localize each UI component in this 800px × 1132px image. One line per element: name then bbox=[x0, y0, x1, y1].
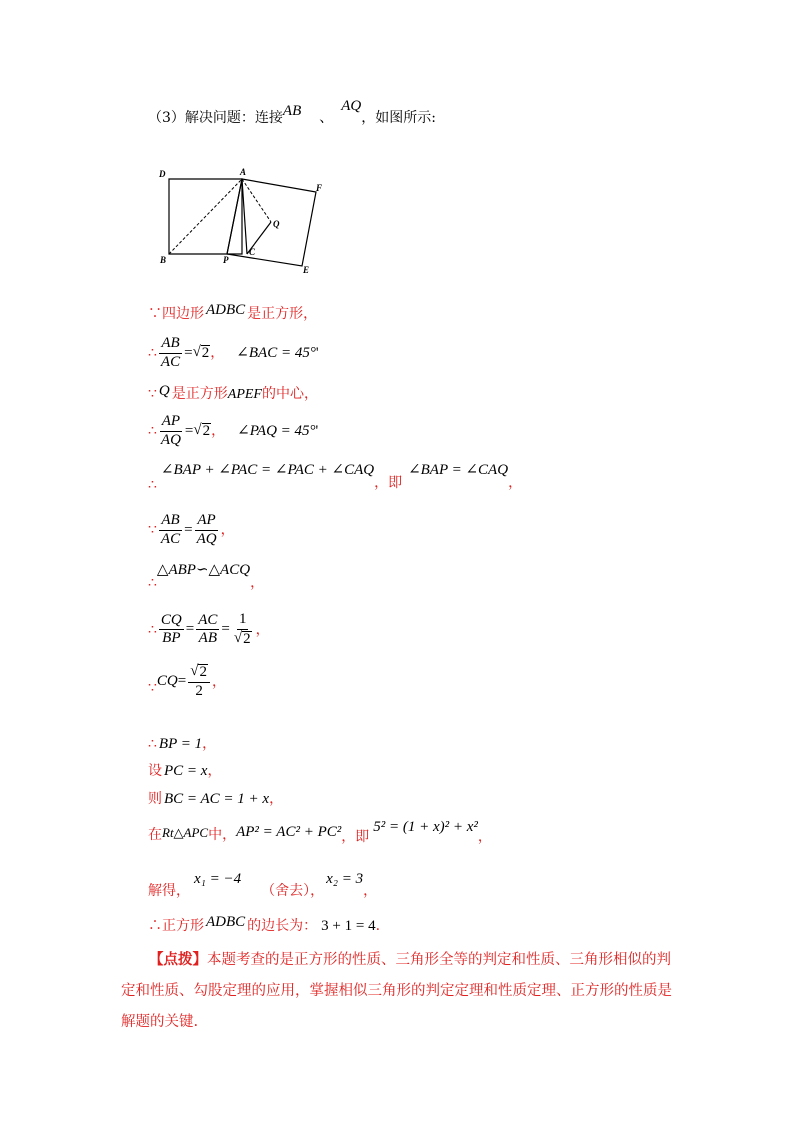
comma: ， bbox=[210, 345, 225, 362]
step-text: 是正方形 bbox=[171, 386, 228, 402]
radicand: 2 bbox=[199, 664, 207, 680]
label-d: D bbox=[159, 169, 166, 179]
comma: ， bbox=[202, 736, 217, 752]
sqrt-2 bbox=[193, 345, 211, 362]
fraction-numerator: CQ bbox=[159, 613, 184, 631]
because-symbol: ∵ bbox=[148, 522, 157, 539]
fraction-numerator: AP bbox=[160, 414, 182, 432]
step-11 bbox=[148, 764, 221, 779]
step-13 bbox=[148, 819, 492, 845]
fraction-ac-ab bbox=[196, 613, 219, 648]
intro-aq: AQ bbox=[341, 98, 362, 114]
angle-equation-result: ∠BAP = ∠CAQ bbox=[408, 462, 509, 478]
label-f: F bbox=[316, 183, 323, 193]
equals-sign: = bbox=[184, 422, 194, 439]
math-rt-triangle: Rt△APC bbox=[162, 825, 209, 840]
comma: ， bbox=[310, 883, 325, 899]
fraction-denominator: 2 bbox=[195, 682, 203, 699]
step-text: 设 bbox=[148, 763, 162, 779]
step-8 bbox=[148, 612, 270, 648]
because-symbol: ∵ bbox=[148, 386, 157, 402]
step-text: 正方形 bbox=[162, 918, 204, 934]
math-bp-equals-1: BP = 1 bbox=[158, 736, 203, 752]
comma: ， bbox=[477, 829, 492, 845]
step-12 bbox=[148, 792, 283, 807]
fraction-ap-aq bbox=[159, 414, 183, 449]
geometry-figure bbox=[150, 160, 335, 280]
comma: ， bbox=[508, 475, 523, 491]
equals-sign: = bbox=[177, 673, 187, 690]
step-5 bbox=[148, 462, 523, 493]
angle-paq: ∠PAQ = 45° bbox=[237, 422, 316, 439]
pythagorean-equation: AP² = AC² + PC² bbox=[236, 824, 342, 840]
step-text: 的边长为： bbox=[247, 918, 318, 934]
fraction-numerator: AB bbox=[159, 513, 181, 531]
fraction-denominator: AQ bbox=[196, 530, 217, 547]
step-7 bbox=[148, 562, 265, 591]
tick-mark: ' bbox=[315, 344, 319, 361]
step-15 bbox=[148, 914, 381, 934]
step-1 bbox=[148, 302, 318, 322]
tick-mark: ' bbox=[315, 422, 319, 439]
math-bc-equals: BC = AC = 1 + x bbox=[164, 791, 270, 807]
step-text: 解得， bbox=[148, 883, 190, 899]
equals-sign: = bbox=[185, 621, 195, 638]
angle-equation: ∠BAP + ∠PAC = ∠PAC + ∠CAQ bbox=[160, 462, 375, 478]
step-14 bbox=[148, 871, 378, 899]
math-adbc: ADBC bbox=[206, 302, 246, 318]
label-q: Q bbox=[273, 219, 280, 229]
label-e: E bbox=[303, 265, 310, 275]
equals-sign: = bbox=[184, 344, 193, 361]
radical-sign-icon: √ bbox=[193, 421, 202, 438]
step-text: 则 bbox=[148, 791, 162, 807]
radicand: 2 bbox=[202, 422, 211, 439]
equals-sign: = bbox=[184, 521, 193, 538]
intro-prefix: （3）解决问题：连接 bbox=[148, 110, 283, 126]
radical-sign-icon: √ bbox=[190, 663, 199, 679]
step-text: 在 bbox=[148, 827, 162, 843]
math-pc-equals-x: PC = x bbox=[164, 763, 208, 779]
label-p: P bbox=[223, 255, 229, 265]
sqrt-2 bbox=[193, 423, 211, 440]
fraction-cq-bp bbox=[159, 613, 184, 648]
period: . bbox=[375, 918, 381, 934]
therefore-symbol: ∴ bbox=[148, 918, 162, 934]
fraction-denominator: AB bbox=[198, 630, 217, 647]
step-text: ，即 bbox=[374, 475, 403, 491]
therefore-symbol: ∴ bbox=[148, 736, 157, 752]
tip-paragraph bbox=[121, 944, 681, 1038]
step-2 bbox=[148, 336, 319, 371]
step-text: 中， bbox=[208, 827, 237, 843]
similar-triangles: △ABP∽△ACQ bbox=[156, 562, 251, 578]
comma: ， bbox=[220, 522, 235, 539]
because-symbol: ∵ bbox=[148, 306, 162, 322]
fraction-denominator: AC bbox=[160, 353, 181, 370]
tip-tag: 【点拨】 bbox=[149, 951, 207, 968]
comma: ， bbox=[211, 673, 226, 690]
intro-suffix: ，如图所示: bbox=[361, 110, 436, 126]
fraction-denominator: AQ bbox=[160, 431, 181, 448]
therefore-symbol: ∴ bbox=[148, 423, 157, 440]
intro-sep: 、 bbox=[319, 110, 334, 126]
rejected-note: （舍去） bbox=[261, 883, 311, 899]
fraction-numerator: AB bbox=[159, 336, 181, 354]
step-text: 四边形 bbox=[162, 306, 204, 322]
angle-bac: ∠BAC = 45° bbox=[236, 344, 316, 361]
fraction-ab-ac bbox=[159, 336, 182, 371]
label-a: A bbox=[240, 167, 247, 177]
fraction-one-over-sqrt2 bbox=[232, 612, 254, 648]
fraction-numerator: 1 bbox=[237, 612, 249, 630]
comma: ， bbox=[211, 423, 226, 440]
step-10 bbox=[148, 737, 216, 752]
equals-sign: = bbox=[221, 621, 230, 638]
comma: ， bbox=[363, 883, 378, 899]
fraction-sqrt2-over-2 bbox=[188, 664, 210, 700]
math-q: Q bbox=[158, 383, 170, 399]
radicand: 2 bbox=[243, 630, 251, 647]
label-c: C bbox=[249, 247, 256, 257]
fraction-numerator: AP bbox=[195, 513, 217, 531]
comma: ， bbox=[255, 621, 270, 638]
side-length-result: 3 + 1 = 4 bbox=[321, 918, 376, 934]
fraction-numerator: AC bbox=[196, 613, 219, 631]
fraction-denominator: BP bbox=[162, 630, 181, 647]
step-text: 是正方形， bbox=[247, 306, 318, 322]
radical-sign-icon: √ bbox=[233, 629, 243, 646]
label-b: B bbox=[160, 255, 167, 265]
step-3 bbox=[148, 383, 318, 402]
math-adbc: ADBC bbox=[206, 914, 246, 930]
fraction-ap-aq bbox=[195, 513, 219, 548]
root-x2: x₂ = 3 bbox=[326, 871, 364, 887]
fraction-denominator: AC bbox=[160, 530, 181, 547]
fraction-ab-ac bbox=[159, 513, 182, 548]
therefore-symbol: ∴ bbox=[148, 477, 157, 493]
root-x1: x₁ = −4 bbox=[194, 871, 242, 887]
therefore-symbol: ∴ bbox=[148, 575, 157, 591]
intro-line bbox=[148, 98, 436, 126]
fraction-denominator bbox=[232, 630, 254, 648]
intro-ab: AB bbox=[282, 103, 302, 119]
step-9 bbox=[148, 664, 226, 700]
step-4 bbox=[148, 414, 318, 449]
because-symbol: ∵ bbox=[148, 679, 157, 696]
therefore-symbol: ∴ bbox=[148, 621, 157, 638]
step-6 bbox=[148, 513, 235, 548]
comma: ， bbox=[269, 791, 284, 807]
math-apef: APEF bbox=[227, 387, 262, 402]
radical-sign-icon: √ bbox=[192, 343, 201, 360]
substituted-equation: 5² = (1 + x)² + x² bbox=[373, 819, 478, 835]
math-cq: CQ bbox=[156, 673, 178, 690]
radicand: 2 bbox=[201, 344, 210, 361]
step-text: 的中心， bbox=[261, 386, 318, 402]
comma: ， bbox=[250, 575, 265, 591]
tip-text: 本题考查的是正方形的性质、三角形全等的判定和性质、三角形相似的判定和性质、勾股定理的应用，掌握相似三角形的判定定理和性质定理、正方形的性质是解题的关键. bbox=[121, 952, 672, 1030]
comma: ， bbox=[207, 763, 222, 779]
step-text: ，即 bbox=[341, 829, 370, 845]
therefore-symbol: ∴ bbox=[148, 345, 157, 362]
fraction-numerator bbox=[188, 664, 210, 683]
